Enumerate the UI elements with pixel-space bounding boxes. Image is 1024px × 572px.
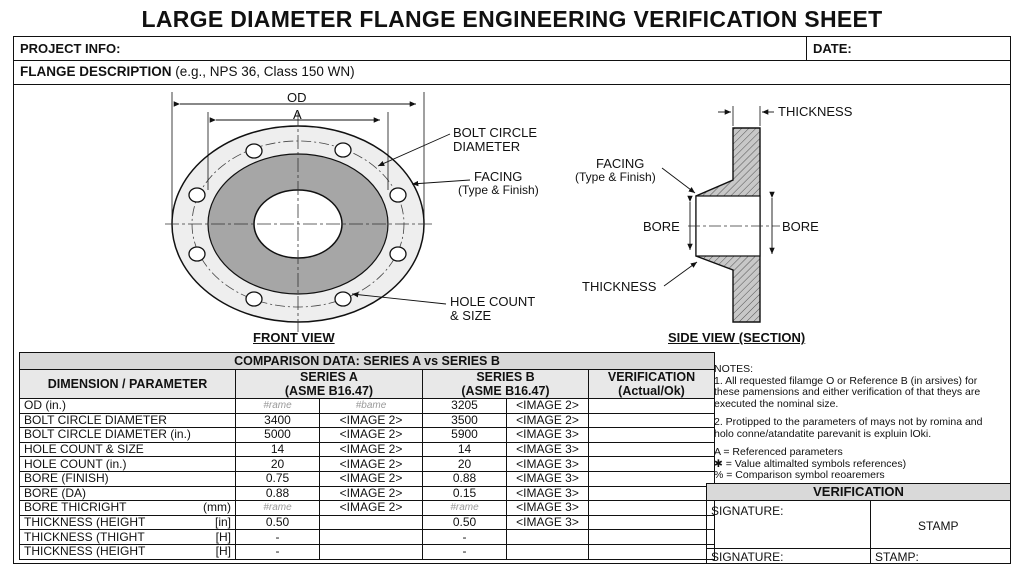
project-info-label: PROJECT INFO: [20,41,121,56]
bolt-hole-3 [189,188,205,202]
table-row [20,530,715,545]
series-a-image: <IMAGE 2> [320,413,423,428]
param-text: BORE (DA) [24,485,87,500]
series-a-image: <IMAGE 2> [320,442,423,457]
bolt-hole-2 [335,143,351,157]
param-cell [20,530,236,545]
series-b-image [507,530,589,545]
series-a-value: 14 [236,442,320,457]
signature-field-2[interactable]: SIGNATURE: [711,550,784,564]
bolt-hole-7 [246,292,262,306]
legend-1: A = Referenced parameters [714,446,843,458]
stamp-field-2[interactable]: STAMP: [875,550,919,564]
side-facing-sub: (Type & Finish) [575,170,656,184]
flange-description-example: (e.g., NPS 36, Class 150 WN) [171,64,355,79]
stamp-field-1[interactable]: STAMP [918,519,959,533]
param-wrap [24,399,231,412]
series-b-image: <IMAGE 3> [507,457,589,472]
bolt-hole-1 [246,144,262,158]
table-row [20,457,715,472]
facing-sub-label: (Type & Finish) [458,183,539,197]
table-row [20,501,715,516]
param-text: THICKNESS (HEIGHT [24,515,146,530]
table-row [20,544,715,559]
verification-cell[interactable] [589,413,715,428]
col-series-a-header [236,370,423,399]
verification-cell[interactable] [589,544,715,559]
legend-3: % = Comparison symbol reoaremers [714,469,885,481]
verification-cell[interactable] [589,471,715,486]
verification-cell[interactable] [589,530,715,545]
od-label: OD [287,90,307,105]
notes-block [714,364,1004,482]
series-b-image: <IMAGE 3> [507,471,589,486]
bolt-hole-4 [390,188,406,202]
side-view-drawing [662,106,780,322]
param-text: HOLE COUNT (in.) [24,456,127,471]
col-verification-line2: (Actual/Ok) [618,384,685,398]
series-a-value: 5000 [236,428,320,443]
param-text: BORE (FINISH) [24,471,109,486]
param-cell [20,471,236,486]
comparison-table [19,352,715,560]
param-cell [20,515,236,530]
table-row [20,515,715,530]
bolt-hole-5 [189,247,205,261]
series-b-value: - [423,544,507,559]
legend-2: ✱ = Value altimalted symbols references) [714,457,907,470]
note-1: 1. All requested filamge O or Reference B (in arsives) for these pamensions and either verification of that theys are executed the nominal size. [714,374,981,410]
front-view-caption: FRONT VIEW [253,330,335,345]
series-b-value: 0.88 [423,471,507,486]
series-b-image: <IMAGE 2> [507,413,589,428]
series-b-value: #rame [423,501,507,516]
table-row [20,428,715,443]
sheet-title: LARGE DIAMETER FLANGE ENGINEERING VERIFICATION SHEET [141,6,883,32]
verification-cell[interactable] [589,399,715,414]
col-series-b-line2: (ASME B16.47) [461,384,550,398]
facing-label: FACING [474,169,523,184]
param-wrap [24,487,231,500]
series-b-value: - [423,530,507,545]
series-a-image: <IMAGE 2> [320,501,423,516]
bolt-circle-line1: BOLT CIRCLE [453,125,538,140]
series-a-value: #rame [236,501,320,516]
side-bore-right: BORE [782,219,819,234]
param-text: THICKNESS (THIGHT [24,529,145,544]
param-cell [20,501,236,516]
series-a-value: #rame [236,399,320,414]
series-a-image: <IMAGE 2> [320,486,423,501]
verification-divider [870,501,871,564]
table-row [20,413,715,428]
series-b-image: <IMAGE 3> [507,428,589,443]
side-thickness-bottom: THICKNESS [582,279,657,294]
series-a-image: #bame [320,399,423,414]
verification-row-divider [706,548,1011,549]
verification-cell[interactable] [589,442,715,457]
hole-count-label [450,295,535,323]
side-view-caption: SIDE VIEW (SECTION) [668,330,806,345]
param-wrap [24,531,231,544]
side-bore-left: BORE [643,219,680,234]
table-row [20,442,715,457]
bolt-circle-line2: DIAMETER [453,139,521,154]
series-a-value: 3400 [236,413,320,428]
table-row [20,486,715,501]
param-cell [20,399,236,414]
series-b-image: <IMAGE 3> [507,515,589,530]
hole-count-line1: HOLE COUNT [450,294,536,309]
param-cell [20,442,236,457]
series-a-image: <IMAGE 2> [320,457,423,472]
param-unit: [H] [215,544,231,559]
param-unit: (mm) [203,500,231,515]
verification-cell[interactable] [589,515,715,530]
table-banner: COMPARISON DATA: SERIES A vs SERIES B [20,353,715,370]
series-b-value: 0.50 [423,515,507,530]
col-verification-line1: VERIFICATION [607,370,696,384]
series-b-image [507,544,589,559]
date-label: DATE: [813,41,852,56]
series-a-value: 0.88 [236,486,320,501]
series-a-image: <IMAGE 2> [320,471,423,486]
series-a-value: - [236,544,320,559]
series-b-value: 14 [423,442,507,457]
param-text: BORE THICRIGHT [24,500,127,515]
col-verification-header [589,370,715,399]
series-b-value: 3500 [423,413,507,428]
verification-cell[interactable] [589,486,715,501]
bolt-hole-8 [335,292,351,306]
verification-cell[interactable] [589,501,715,516]
verification-cell[interactable] [589,457,715,472]
param-wrap [24,516,231,529]
col-series-b-header [423,370,589,399]
param-cell [20,428,236,443]
flange-description-label: FLANGE DESCRIPTION [20,64,172,79]
series-b-image: <IMAGE 2> [507,399,589,414]
param-wrap [24,414,231,427]
param-unit: [in] [214,515,231,530]
side-facing-label: FACING [596,156,645,171]
param-wrap [24,545,231,558]
param-cell [20,457,236,472]
hole-count-line2: & SIZE [450,308,492,323]
param-text: BOLT CIRCLE DIAMETER [24,412,167,427]
series-a-value: 0.75 [236,471,320,486]
a-label: A [293,107,302,122]
series-b-value: 20 [423,457,507,472]
col-param-header: DIMENSION / PARAMETER [20,370,236,399]
param-cell [20,413,236,428]
table-row [20,471,715,486]
param-unit: [H] [215,529,231,544]
series-a-value: 20 [236,457,320,472]
col-series-b-line1: SERIES B [476,370,535,384]
series-b-image: <IMAGE 3> [507,442,589,457]
bolt-circle-label [453,126,537,154]
param-cell [20,486,236,501]
table-row [20,399,715,414]
series-a-image: <IMAGE 2> [320,428,423,443]
param-wrap [24,428,231,441]
series-a-image [320,515,423,530]
series-b-value: 0.15 [423,486,507,501]
signature-field-1[interactable]: SIGNATURE: [711,504,784,518]
param-cell [20,544,236,559]
notes-heading: NOTES: [714,363,754,375]
param-text: BOLT CIRCLE DIAMETER (in.) [24,427,191,442]
side-thickness-top: THICKNESS [778,104,853,119]
bolt-hole-6 [390,247,406,261]
verification-cell[interactable] [589,428,715,443]
series-b-image: <IMAGE 3> [507,501,589,516]
col-series-a-line1: SERIES A [300,370,358,384]
param-text: THICKNESS (HEIGHT [24,544,146,559]
col-series-a-line2: (ASME B16.47) [284,384,374,398]
series-b-image: <IMAGE 3> [507,486,589,501]
series-b-value: 3205 [423,399,507,414]
param-text: OD (in.) [24,398,66,413]
param-text: HOLE COUNT & SIZE [24,442,144,457]
param-wrap [24,501,231,514]
param-wrap [24,458,231,471]
verification-heading: VERIFICATION [706,483,1011,501]
series-a-value: 0.50 [236,515,320,530]
series-a-image [320,530,423,545]
series-a-value: - [236,530,320,545]
param-wrap [24,443,231,456]
series-b-value: 5900 [423,428,507,443]
series-a-image [320,544,423,559]
note-2: 2. Protipped to the parameters of mays not by romina and holo conne/atandatite parevanit is expluin lOki. [714,416,983,440]
param-wrap [24,472,231,485]
front-view-drawing [165,92,470,332]
